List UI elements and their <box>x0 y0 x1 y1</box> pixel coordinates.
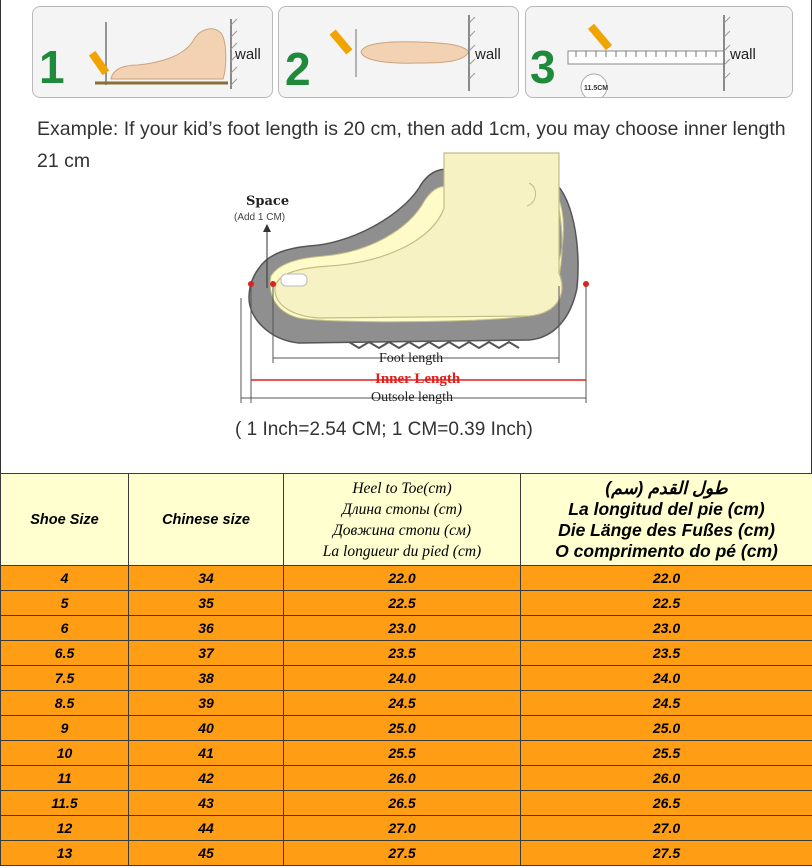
cell-shoe-size: 12 <box>1 816 129 841</box>
table-row <box>1 716 812 741</box>
ruler-reading: 11.5CM <box>584 85 609 92</box>
step-1-panel <box>32 6 273 98</box>
cell-chinese-size: 45 <box>129 841 284 866</box>
cell-chinese-size: 41 <box>129 741 284 766</box>
cell-shoe-size: 7.5 <box>1 666 129 691</box>
cell-shoe-size: 8.5 <box>1 691 129 716</box>
cell-chinese-size: 35 <box>129 591 284 616</box>
table-row <box>1 691 812 716</box>
step-1-number: 1 <box>39 41 65 93</box>
conversion-note: ( 1 Inch=2.54 CM; 1 CM=0.39 Inch) <box>235 419 533 440</box>
cell-heel-to-toe: 24.0 <box>284 666 521 691</box>
add-note: (Add 1 CM) <box>234 212 286 223</box>
cell-shoe-size: 13 <box>1 841 129 866</box>
table-row <box>1 566 812 591</box>
foot-length-label: Foot length <box>379 351 444 366</box>
cell-chinese-size: 39 <box>129 691 284 716</box>
space-label: Space <box>246 194 290 209</box>
step-2-panel <box>278 6 519 98</box>
cell-chinese-size: 36 <box>129 616 284 641</box>
cell-heel-to-toe: 23.0 <box>284 616 521 641</box>
header-heel-to-toe <box>284 474 521 566</box>
header-heel-to-toe-fr: La longueur du pied (cm) <box>322 542 482 560</box>
cell-foot-length: 27.5 <box>521 841 812 866</box>
cell-foot-length: 22.0 <box>521 566 812 591</box>
outsole-length-label: Outsole length <box>371 390 454 405</box>
foot-in-shoe-diagram <box>229 148 599 406</box>
cell-foot-length: 26.5 <box>521 791 812 816</box>
cell-foot-length: 25.0 <box>521 716 812 741</box>
step-1-foot-drawing <box>33 7 273 98</box>
table-row <box>1 616 812 641</box>
cell-chinese-size: 37 <box>129 641 284 666</box>
header-foot-length-pt: O comprimento do pé (cm) <box>555 540 778 561</box>
inner-length-label: Inner Length <box>375 371 461 387</box>
table-row <box>1 816 812 841</box>
example-text: Example: If your kid’s foot length is 20 cm, then add 1cm, you may choose inner length 21 cm <box>37 118 786 172</box>
cell-foot-length: 22.5 <box>521 591 812 616</box>
header-foot-length-es: La longitud del pie (cm) <box>568 498 765 519</box>
cell-foot-length: 23.5 <box>521 641 812 666</box>
cell-shoe-size: 6.5 <box>1 641 129 666</box>
cell-heel-to-toe: 27.0 <box>284 816 521 841</box>
cell-shoe-size: 10 <box>1 741 129 766</box>
cell-shoe-size: 11.5 <box>1 791 129 816</box>
cell-heel-to-toe: 22.5 <box>284 591 521 616</box>
table-row <box>1 666 812 691</box>
cell-foot-length: 23.0 <box>521 616 812 641</box>
cell-shoe-size: 11 <box>1 766 129 791</box>
header-heel-to-toe-ru: Длина стопы (cm) <box>341 500 463 518</box>
step-3-ruler-drawing <box>526 7 793 98</box>
cell-chinese-size: 40 <box>129 716 284 741</box>
cell-heel-to-toe: 26.5 <box>284 791 521 816</box>
cell-heel-to-toe: 22.0 <box>284 566 521 591</box>
cell-heel-to-toe: 26.0 <box>284 766 521 791</box>
cell-chinese-size: 43 <box>129 791 284 816</box>
table-row <box>1 591 812 616</box>
cell-chinese-size: 42 <box>129 766 284 791</box>
step-2-wall-label: wall <box>475 46 501 63</box>
header-foot-length-multi <box>521 474 812 566</box>
header-shoe-size: Shoe Size <box>1 474 129 566</box>
header-foot-length-de: Die Länge des Fußes (cm) <box>558 519 775 540</box>
size-chart-table <box>0 473 812 866</box>
step-3-number: 3 <box>530 41 556 93</box>
cell-shoe-size: 5 <box>1 591 129 616</box>
table-row <box>1 641 812 666</box>
cell-shoe-size: 9 <box>1 716 129 741</box>
table-row <box>1 766 812 791</box>
table-row <box>1 841 812 866</box>
cell-chinese-size: 34 <box>129 566 284 591</box>
cell-foot-length: 26.0 <box>521 766 812 791</box>
cell-heel-to-toe: 24.5 <box>284 691 521 716</box>
header-chinese-size: Chinese size <box>129 474 284 566</box>
cell-heel-to-toe: 25.5 <box>284 741 521 766</box>
cell-foot-length: 24.5 <box>521 691 812 716</box>
cell-heel-to-toe: 27.5 <box>284 841 521 866</box>
cell-chinese-size: 44 <box>129 816 284 841</box>
step-2-foot-drawing <box>279 7 519 98</box>
cell-shoe-size: 6 <box>1 616 129 641</box>
cell-foot-length: 24.0 <box>521 666 812 691</box>
step-2-number: 2 <box>285 43 311 95</box>
step-1-wall-label: wall <box>235 46 261 63</box>
table-header-row <box>1 474 812 566</box>
cell-foot-length: 25.5 <box>521 741 812 766</box>
cell-heel-to-toe: 25.0 <box>284 716 521 741</box>
step-3-wall-label: wall <box>730 46 756 63</box>
cell-chinese-size: 38 <box>129 666 284 691</box>
step-3-panel <box>525 6 793 98</box>
cell-heel-to-toe: 23.5 <box>284 641 521 666</box>
header-foot-length-ar: (طول القدم (سم <box>605 477 728 498</box>
table-row <box>1 741 812 766</box>
header-heel-to-toe-uk: Довжина стопи (см) <box>332 521 472 539</box>
cell-shoe-size: 4 <box>1 566 129 591</box>
header-heel-to-toe-en: Heel to Toe(cm) <box>352 479 452 497</box>
cell-foot-length: 27.0 <box>521 816 812 841</box>
table-row <box>1 791 812 816</box>
